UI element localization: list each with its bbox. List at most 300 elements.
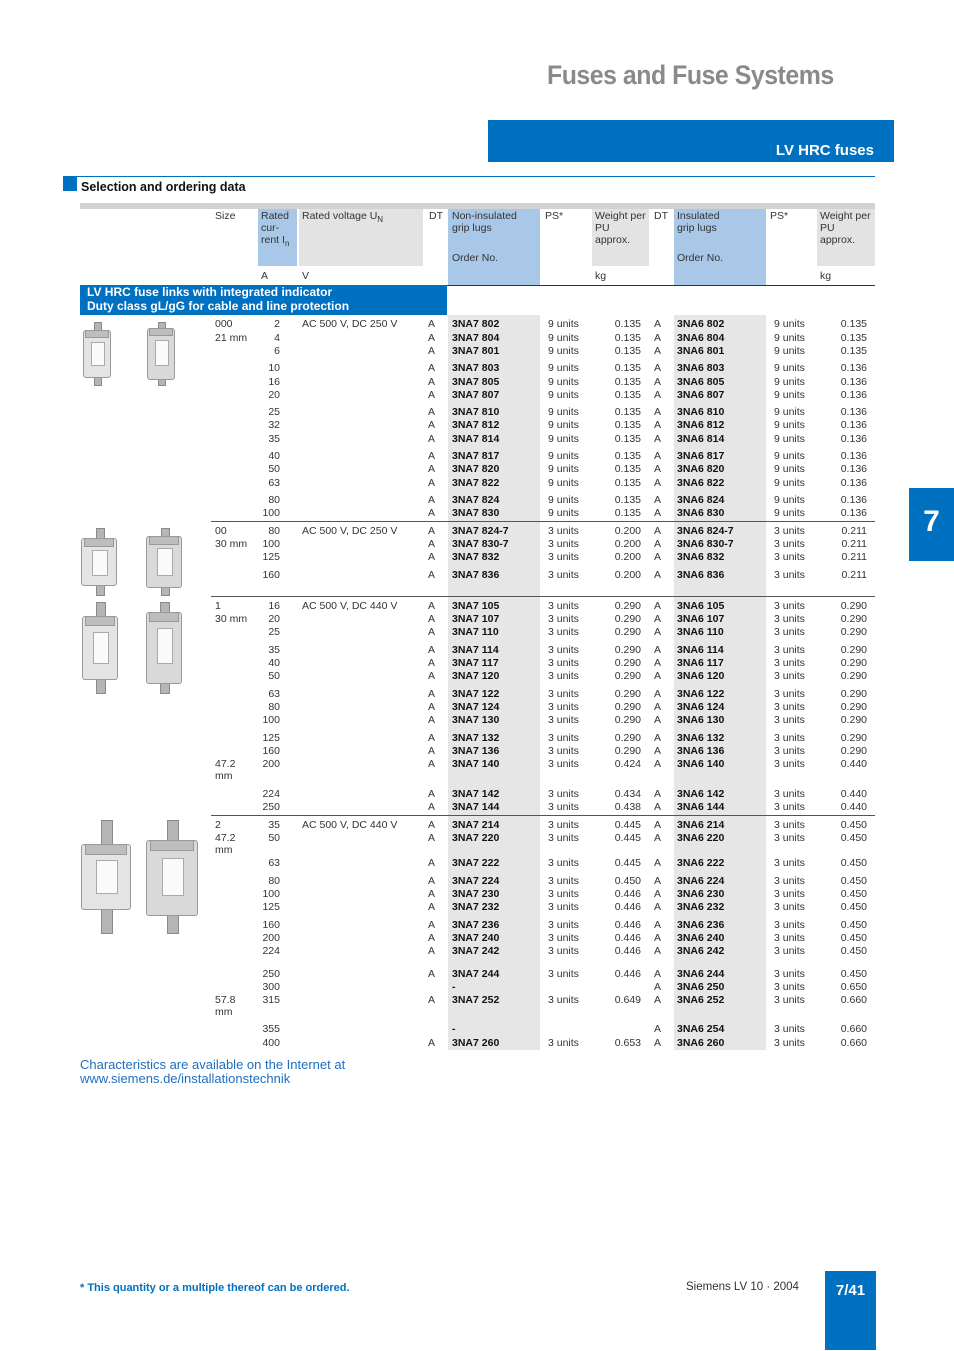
order-no-cell-insulated[interactable]: 3NA6 807 (677, 389, 725, 401)
dt-cell-insulated: A (654, 494, 662, 506)
rated-current-cell: 125 (262, 901, 280, 913)
ps-cell-insulated: 3 units (774, 657, 805, 669)
weight-cell: 0.450 (614, 875, 641, 887)
weight-cell-insulated: 0.136 (840, 450, 867, 462)
ps-cell-insulated: 3 units (774, 644, 805, 656)
publication-info: Siemens LV 10 · 2004 (686, 1281, 799, 1293)
order-no-header-2: Order No. (677, 252, 724, 264)
order-no-cell[interactable]: 3NA7 214 (452, 819, 500, 831)
order-no-cell[interactable]: 3NA7 144 (452, 801, 500, 813)
order-no-cell-insulated[interactable]: 3NA6 132 (677, 732, 725, 744)
ps-cell-insulated: 9 units (774, 507, 805, 519)
rated-voltage-header (302, 210, 383, 226)
order-no-cell[interactable]: 3NA7 136 (452, 745, 500, 757)
rated-current-header-l1: Rated (261, 210, 290, 222)
fuse-size-2-insulated-image (146, 820, 198, 932)
section-marker-icon (63, 177, 77, 191)
order-no-cell-insulated[interactable]: 3NA6 252 (677, 994, 725, 1006)
dt-cell-insulated: A (654, 600, 662, 612)
order-no-cell[interactable]: 3NA7 836 (452, 569, 500, 581)
order-no-cell-insulated[interactable]: 3NA6 817 (677, 450, 725, 462)
ps-cell-insulated: 3 units (774, 901, 805, 913)
dt-cell-insulated: A (654, 801, 662, 813)
dt-cell: A (428, 932, 436, 944)
order-no-cell-insulated[interactable]: 3NA6 260 (677, 1037, 725, 1049)
ps-cell-insulated: 9 units (774, 419, 805, 431)
dt-cell-insulated: A (654, 819, 662, 831)
order-no-cell-insulated[interactable]: 3NA6 117 (677, 657, 724, 669)
order-no-cell-insulated[interactable]: 3NA6 804 (677, 332, 725, 344)
ps-cell-insulated: 3 units (774, 745, 805, 757)
order-no-cell[interactable]: 3NA7 107 (452, 613, 500, 625)
weight-cell: 0.290 (614, 670, 641, 682)
weight-cell: 0.653 (614, 1037, 641, 1049)
order-no-cell-insulated[interactable]: 3NA6 822 (677, 477, 725, 489)
size-cell: 30 mm (215, 538, 248, 550)
order-no-cell[interactable]: 3NA7 805 (452, 376, 500, 388)
weight-cell: 0.445 (614, 857, 641, 869)
page-number-box (825, 1271, 876, 1350)
weight-cell-insulated: 0.440 (840, 788, 867, 800)
order-no-cell[interactable]: 3NA7 807 (452, 389, 500, 401)
weight-cell-insulated: 0.290 (840, 600, 867, 612)
order-no-cell-insulated[interactable]: 3NA6 144 (677, 801, 725, 813)
ps-cell-insulated: 3 units (774, 538, 805, 550)
weight-cell: 0.290 (614, 626, 641, 638)
order-no-cell[interactable]: 3NA7 812 (452, 419, 500, 431)
dt-cell-insulated: A (654, 507, 662, 519)
internet-note[interactable] (80, 1058, 345, 1086)
ps-cell-insulated: 9 units (774, 332, 805, 344)
order-no-cell-insulated[interactable]: 3NA6 832 (677, 551, 725, 563)
order-no-cell[interactable]: 3NA7 252 (452, 994, 500, 1006)
weight-cell: 0.135 (614, 507, 641, 519)
dt-cell-insulated: A (654, 569, 662, 581)
rated-current-header-l3 (261, 234, 289, 250)
ps-cell: 9 units (548, 494, 579, 506)
weight-cell-insulated: 0.440 (840, 801, 867, 813)
rated-current-cell: 25 (268, 626, 280, 638)
ps-cell-insulated: 3 units (774, 857, 805, 869)
dt-cell: A (428, 788, 436, 800)
ps-cell: 3 units (548, 688, 579, 700)
ps-cell-insulated: 3 units (774, 1023, 805, 1035)
order-no-cell[interactable]: 3NA7 803 (452, 362, 500, 374)
weight-cell-insulated: 0.136 (840, 507, 867, 519)
order-no-cell-insulated[interactable]: 3NA6 240 (677, 932, 725, 944)
weight-cell-insulated: 0.211 (841, 569, 867, 581)
order-no-cell[interactable]: 3NA7 132 (452, 732, 500, 744)
order-no-cell-insulated[interactable]: 3NA6 830-7 (677, 538, 734, 550)
ps-cell-insulated: 3 units (774, 758, 805, 770)
insulated-header-l1: Insulated (677, 210, 720, 222)
order-no-cell-insulated[interactable]: 3NA6 242 (677, 945, 725, 957)
dt-cell: A (428, 345, 436, 357)
dt-cell-insulated: A (654, 406, 662, 418)
ps-cell-insulated: 3 units (774, 569, 805, 581)
rated-current-cell: 355 (262, 1023, 280, 1035)
weight-cell-insulated: 0.136 (840, 433, 867, 445)
rated-current-cell: 160 (262, 745, 280, 757)
order-no-cell-insulated[interactable]: 3NA6 801 (677, 345, 725, 357)
weight-cell: 0.290 (614, 657, 641, 669)
rated-current-header-text: rent I (261, 234, 285, 246)
ps-cell-insulated: 3 units (774, 701, 805, 713)
weight-cell-insulated: 0.136 (840, 477, 867, 489)
order-no-cell[interactable]: 3NA7 242 (452, 945, 500, 957)
weight-cell-insulated: 0.290 (840, 670, 867, 682)
weight-cell-insulated: 0.211 (841, 551, 867, 563)
order-no-cell-insulated[interactable]: 3NA6 220 (677, 832, 725, 844)
weight-cell-insulated: 0.660 (840, 1037, 867, 1049)
order-no-cell-insulated[interactable]: 3NA6 236 (677, 919, 725, 931)
order-no-cell-insulated[interactable]: 3NA6 142 (677, 788, 725, 800)
rated-current-cell: 40 (268, 657, 280, 669)
order-no-cell[interactable]: 3NA7 142 (452, 788, 500, 800)
ps-cell-insulated: 3 units (774, 981, 805, 993)
order-no-cell[interactable]: 3NA7 240 (452, 932, 500, 944)
fuse-size-00-insulated-image (146, 528, 182, 594)
order-no-cell[interactable]: 3NA7 114 (452, 644, 499, 656)
ps-cell: 9 units (548, 362, 579, 374)
ps-cell: 9 units (548, 507, 579, 519)
rated-current-cell: 315 (262, 994, 280, 1006)
rated-current-cell: 35 (268, 644, 280, 656)
order-no-cell[interactable]: - (452, 981, 456, 993)
weight-cell-insulated: 0.450 (840, 945, 867, 957)
order-no-cell-insulated[interactable]: 3NA6 824-7 (677, 525, 734, 537)
dt-cell-insulated: A (654, 875, 662, 887)
internet-note-link[interactable]: www.siemens.de/installationstechnik (80, 1071, 291, 1086)
ps-cell: 9 units (548, 463, 579, 475)
weight-cell: 0.290 (614, 714, 641, 726)
weight-cell: 0.290 (614, 644, 641, 656)
rated-current-cell: 100 (262, 714, 280, 726)
dt-cell-insulated: A (654, 745, 662, 757)
dt-cell-insulated: A (654, 419, 662, 431)
order-no-cell-insulated[interactable]: 3NA6 836 (677, 569, 725, 581)
dt-cell: A (428, 919, 436, 931)
order-no-cell-insulated[interactable]: 3NA6 120 (677, 670, 725, 682)
dt-cell: A (428, 688, 436, 700)
rated-current-cell: 125 (262, 732, 280, 744)
weight-header-2 (820, 210, 871, 246)
order-no-cell[interactable]: 3NA7 230 (452, 888, 500, 900)
page-number: 7/41 (835, 1282, 866, 1299)
weight-cell: 0.290 (614, 688, 641, 700)
ps-cell: 3 units (548, 888, 579, 900)
ps-cell-insulated: 3 units (774, 932, 805, 944)
rated-current-cell: 200 (262, 758, 280, 770)
dt-cell: A (428, 362, 436, 374)
weight-cell: 0.290 (614, 745, 641, 757)
ps-cell: 3 units (548, 600, 579, 612)
order-no-cell-insulated[interactable]: 3NA6 224 (677, 875, 725, 887)
weight-cell: 0.446 (614, 932, 641, 944)
dt-cell: A (428, 644, 436, 656)
order-no-cell[interactable]: 3NA7 804 (452, 332, 500, 344)
order-no-cell[interactable]: 3NA7 120 (452, 670, 500, 682)
weight-cell-insulated: 0.136 (840, 362, 867, 374)
rated-voltage-cell: AC 500 V, DC 440 V (302, 819, 398, 831)
order-no-cell-insulated[interactable]: 3NA6 830 (677, 507, 725, 519)
group-divider (211, 815, 875, 816)
order-no-cell-insulated[interactable]: 3NA6 114 (677, 644, 724, 656)
order-no-cell-insulated[interactable]: 3NA6 824 (677, 494, 725, 506)
weight-cell-insulated: 0.290 (840, 688, 867, 700)
weight-cell-insulated: 0.450 (840, 901, 867, 913)
fuse-size-00-noninsulated-image (81, 528, 117, 594)
dt-cell: A (428, 551, 436, 563)
chapter-tab[interactable] (909, 488, 954, 561)
order-no-cell[interactable]: 3NA7 801 (452, 345, 500, 357)
rated-current-cell: 63 (268, 477, 280, 489)
weight-cell: 0.290 (614, 732, 641, 744)
ps-cell: 3 units (548, 1037, 579, 1049)
order-no-cell-insulated[interactable]: 3NA6 814 (677, 433, 725, 445)
dt-cell-insulated: A (654, 670, 662, 682)
order-no-cell[interactable]: 3NA7 222 (452, 857, 500, 869)
weight-cell: 0.135 (614, 362, 641, 374)
dt-cell: A (428, 888, 436, 900)
dt-cell-insulated: A (654, 1023, 662, 1035)
ps-cell-insulated: 3 units (774, 788, 805, 800)
order-no-cell-insulated[interactable]: 3NA6 222 (677, 857, 725, 869)
order-no-cell-insulated[interactable]: 3NA6 122 (677, 688, 725, 700)
dt-cell-insulated: A (654, 463, 662, 475)
weight-cell: 0.135 (614, 433, 641, 445)
ps-cell: 3 units (548, 732, 579, 744)
ps-cell-insulated: 3 units (774, 888, 805, 900)
ps-cell-insulated: 9 units (774, 477, 805, 489)
ps-cell-insulated: 3 units (774, 968, 805, 980)
weight-cell-insulated: 0.136 (840, 494, 867, 506)
order-no-cell-insulated[interactable]: 3NA6 802 (677, 318, 725, 330)
order-no-cell-insulated[interactable]: 3NA6 130 (677, 714, 725, 726)
rated-current-cell: 20 (268, 613, 280, 625)
insulated-header (677, 210, 720, 234)
weight-cell: 0.135 (614, 332, 641, 344)
order-no-cell-insulated[interactable]: 3NA6 230 (677, 888, 725, 900)
weight-cell: 0.446 (614, 968, 641, 980)
ps-cell-insulated: 3 units (774, 832, 805, 844)
dt-cell: A (428, 389, 436, 401)
order-no-cell-insulated[interactable]: 3NA6 803 (677, 362, 725, 374)
order-no-cell-insulated[interactable]: 3NA6 140 (677, 758, 725, 770)
rated-current-cell: 100 (262, 888, 280, 900)
order-no-cell-insulated[interactable]: 3NA6 105 (677, 600, 725, 612)
weight-cell: 0.434 (614, 788, 641, 800)
weight-cell: 0.290 (614, 701, 641, 713)
weight-cell-insulated: 0.290 (840, 644, 867, 656)
ps-cell-insulated: 9 units (774, 376, 805, 388)
rated-current-cell: 80 (268, 875, 280, 887)
dt-cell-insulated: A (654, 732, 662, 744)
dt-cell: A (428, 801, 436, 813)
order-no-cell[interactable]: 3NA7 117 (452, 657, 499, 669)
order-no-cell-insulated[interactable]: 3NA6 244 (677, 968, 725, 980)
ps-cell-insulated: 9 units (774, 406, 805, 418)
dt-cell: A (428, 732, 436, 744)
weight-cell: 0.135 (614, 376, 641, 388)
order-no-cell[interactable]: 3NA7 130 (452, 714, 500, 726)
ps-cell: 3 units (548, 657, 579, 669)
dt-cell-insulated: A (654, 657, 662, 669)
weight-cell: 0.135 (614, 450, 641, 462)
size-cell: 2 (215, 819, 221, 831)
dt-cell: A (428, 569, 436, 581)
weight-cell-insulated: 0.290 (840, 745, 867, 757)
order-no-cell[interactable]: 3NA7 814 (452, 433, 500, 445)
order-no-cell-insulated[interactable]: 3NA6 250 (677, 981, 725, 993)
dt-cell: A (428, 670, 436, 682)
order-no-cell[interactable]: 3NA7 122 (452, 688, 500, 700)
chapter-tab-label: 7 (923, 505, 940, 538)
weight-cell-insulated: 0.211 (841, 525, 867, 537)
order-no-header: Order No. (452, 252, 499, 264)
weight-cell-insulated: 0.440 (840, 758, 867, 770)
order-no-cell[interactable]: 3NA7 817 (452, 450, 500, 462)
rated-current-cell: 6 (274, 345, 280, 357)
dt-header: DT (429, 210, 443, 222)
order-no-cell[interactable]: 3NA7 110 (452, 626, 499, 638)
ps-cell: 9 units (548, 318, 579, 330)
order-no-cell[interactable]: 3NA7 830 (452, 507, 500, 519)
order-no-cell-insulated[interactable]: 3NA6 107 (677, 613, 725, 625)
ps-cell-insulated: 9 units (774, 463, 805, 475)
rated-current-cell: 4 (274, 332, 280, 344)
ps-cell-insulated: 3 units (774, 626, 805, 638)
dt-cell-insulated: A (654, 932, 662, 944)
order-no-cell-insulated[interactable]: 3NA6 805 (677, 376, 725, 388)
order-no-cell-insulated[interactable]: 3NA6 812 (677, 419, 725, 431)
size-cell: 1 (215, 600, 221, 612)
order-no-cell[interactable]: 3NA7 802 (452, 318, 500, 330)
weight-cell-insulated: 0.136 (840, 463, 867, 475)
order-no-cell[interactable]: 3NA7 124 (452, 701, 500, 713)
dt-cell-insulated: A (654, 994, 662, 1006)
dt-cell: A (428, 701, 436, 713)
noninsulated-header-l1: Non-insulated (452, 210, 517, 222)
ps-cell: 9 units (548, 389, 579, 401)
order-no-cell-insulated[interactable]: 3NA6 136 (677, 745, 725, 757)
dt-cell-insulated: A (654, 362, 662, 374)
ps-cell: 3 units (548, 919, 579, 931)
dt-cell: A (428, 745, 436, 757)
order-no-cell-insulated[interactable]: 3NA6 232 (677, 901, 725, 913)
order-no-cell[interactable]: 3NA7 220 (452, 832, 500, 844)
dt-cell: A (428, 525, 436, 537)
ps-cell: 9 units (548, 376, 579, 388)
order-no-cell[interactable]: 3NA7 236 (452, 919, 500, 931)
weight-header-l3: approx. (595, 234, 631, 246)
order-no-cell[interactable]: 3NA7 105 (452, 600, 500, 612)
dt-cell-insulated: A (654, 433, 662, 445)
weight-cell-insulated: 0.450 (840, 888, 867, 900)
order-no-cell[interactable]: 3NA7 232 (452, 901, 500, 913)
rated-current-cell: 100 (262, 507, 280, 519)
rated-current-cell: 224 (262, 945, 280, 957)
ps-cell: 3 units (548, 875, 579, 887)
size-cell: 000 (215, 318, 233, 330)
order-no-cell[interactable]: 3NA7 810 (452, 406, 500, 418)
order-no-cell-insulated[interactable]: 3NA6 810 (677, 406, 725, 418)
unit-kg: kg (595, 270, 607, 282)
ps-cell: 3 units (548, 613, 579, 625)
ps-cell-insulated: 9 units (774, 389, 805, 401)
category-heading (80, 285, 447, 315)
fuse-size-2-noninsulated-image (81, 820, 131, 932)
order-no-cell[interactable]: 3NA7 824 (452, 494, 500, 506)
order-no-cell-insulated[interactable]: 3NA6 110 (677, 626, 724, 638)
dt-cell-insulated: A (654, 888, 662, 900)
ps-cell-insulated: 3 units (774, 714, 805, 726)
ps-header-2: PS* (770, 210, 789, 222)
page-title: Fuses and Fuse Systems (547, 60, 834, 90)
order-no-cell[interactable]: 3NA7 260 (452, 1037, 500, 1049)
banner-label: LV HRC fuses (775, 142, 874, 159)
dt-cell: A (428, 857, 436, 869)
order-no-cell-insulated[interactable]: 3NA6 214 (677, 819, 725, 831)
order-no-cell[interactable]: 3NA7 824-7 (452, 525, 509, 537)
rated-current-header-l2: cur- (261, 222, 280, 234)
order-no-cell[interactable]: 3NA7 820 (452, 463, 500, 475)
ps-cell-insulated: 3 units (774, 875, 805, 887)
size-cell: mm (215, 770, 233, 782)
order-no-cell[interactable]: 3NA7 830-7 (452, 538, 509, 550)
order-no-cell[interactable]: 3NA7 832 (452, 551, 500, 563)
fuse-size-000-insulated-image (147, 322, 175, 384)
ps-cell-insulated: 9 units (774, 433, 805, 445)
weight-cell-insulated: 0.136 (840, 376, 867, 388)
order-no-cell[interactable]: 3NA7 244 (452, 968, 500, 980)
weight-header (595, 210, 646, 246)
ps-cell-insulated: 3 units (774, 525, 805, 537)
ps-cell: 9 units (548, 345, 579, 357)
noninsulated-header (452, 210, 517, 234)
order-no-cell[interactable]: - (452, 1023, 456, 1035)
ps-cell: 3 units (548, 714, 579, 726)
fuse-size-1-noninsulated-image (82, 602, 118, 692)
ps-cell-insulated: 3 units (774, 670, 805, 682)
ps-cell: 9 units (548, 433, 579, 445)
ps-cell-insulated: 3 units (774, 819, 805, 831)
order-no-cell[interactable]: 3NA7 140 (452, 758, 500, 770)
dt-cell: A (428, 901, 436, 913)
weight-cell: 0.135 (614, 477, 641, 489)
unit-v: V (302, 270, 310, 282)
order-no-cell-insulated[interactable]: 3NA6 820 (677, 463, 725, 475)
ps-cell-insulated: 3 units (774, 1037, 805, 1049)
weight-cell: 0.445 (614, 819, 641, 831)
dt-cell-insulated: A (654, 345, 662, 357)
order-no-cell-insulated[interactable]: 3NA6 254 (677, 1023, 725, 1035)
dt-cell-insulated: A (654, 332, 662, 344)
rated-current-cell: 50 (268, 832, 280, 844)
dt-cell: A (428, 832, 436, 844)
order-no-cell[interactable]: 3NA7 224 (452, 875, 500, 887)
weight-cell-insulated: 0.660 (840, 994, 867, 1006)
ps-cell: 3 units (548, 644, 579, 656)
group-divider (211, 596, 875, 597)
weight-cell: 0.446 (614, 945, 641, 957)
order-no-cell[interactable]: 3NA7 822 (452, 477, 500, 489)
size-cell: 47.2 (215, 758, 236, 770)
ps-cell-insulated: 3 units (774, 919, 805, 931)
weight-cell: 0.290 (614, 600, 641, 612)
order-no-cell-insulated[interactable]: 3NA6 124 (677, 701, 725, 713)
dt-cell-insulated: A (654, 477, 662, 489)
